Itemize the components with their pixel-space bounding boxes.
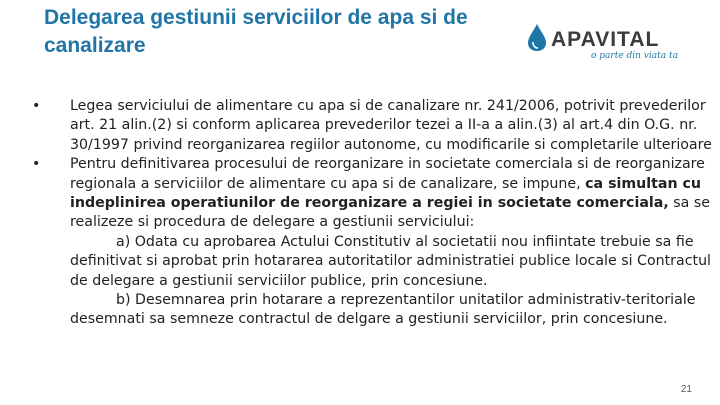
sub-item-b: b) Desemnarea prin hotarare a reprezentantilor unitatilor administrativ-teritoriale desemnati sa semneze contractul de delgare a gestiunii serviciilor, prin concesiune. <box>70 292 696 328</box>
bullet-text: Legea serviciului de alimentare cu apa si de canalizare nr. 241/2006, potrivit prevederilor art. 21 alin.(2) si conform aplicarea prevederilor tezei a II-a a alin.(3) al art.4 din O.G. nr. 30/1997 privind reorganizarea regiilor autonome, cu modificarile si completarile ulterioare <box>70 98 712 153</box>
logo-tagline: o parte din viata ta <box>591 51 678 61</box>
bullet-item <box>32 97 712 155</box>
bullet-text <box>70 155 712 233</box>
apavital-logo <box>525 18 705 68</box>
bullet-text-bold: ca simultan cu indeplinirea operatiunilor de reorganizare a regiei in societate comerciala, <box>70 175 702 212</box>
slide-body <box>32 97 712 330</box>
bullet-text-regular: Pentru definitivarea procesului de reorganizare in societate comerciala si de reorganizare regionala a serviciilor de alimentare cu apa si de canalizare, se impune, <box>70 156 705 192</box>
bullet-marker: • <box>32 156 41 173</box>
slide-title: Delegarea gestiunii serviciilor de apa si de canalizare <box>44 6 468 57</box>
sub-item-a: a) Odata cu aprobarea Actului Constitutiv al societatii nou infiintate trebuie sa fie definitivat si aprobat prin hotararea autoritatilor administratiei publice locale si Contractul de delegare a gestiunii serviciilor publice, prin concesiune. <box>70 233 712 289</box>
logo-wordmark: APAVITAL <box>551 28 660 51</box>
bullet-text-regular-end: sa se realizeze si procedura de delegare a gestiunii serviciului: <box>70 195 710 231</box>
bullet-item <box>32 155 712 233</box>
page-number: 21 <box>680 384 692 395</box>
bullet-marker: • <box>32 98 41 114</box>
